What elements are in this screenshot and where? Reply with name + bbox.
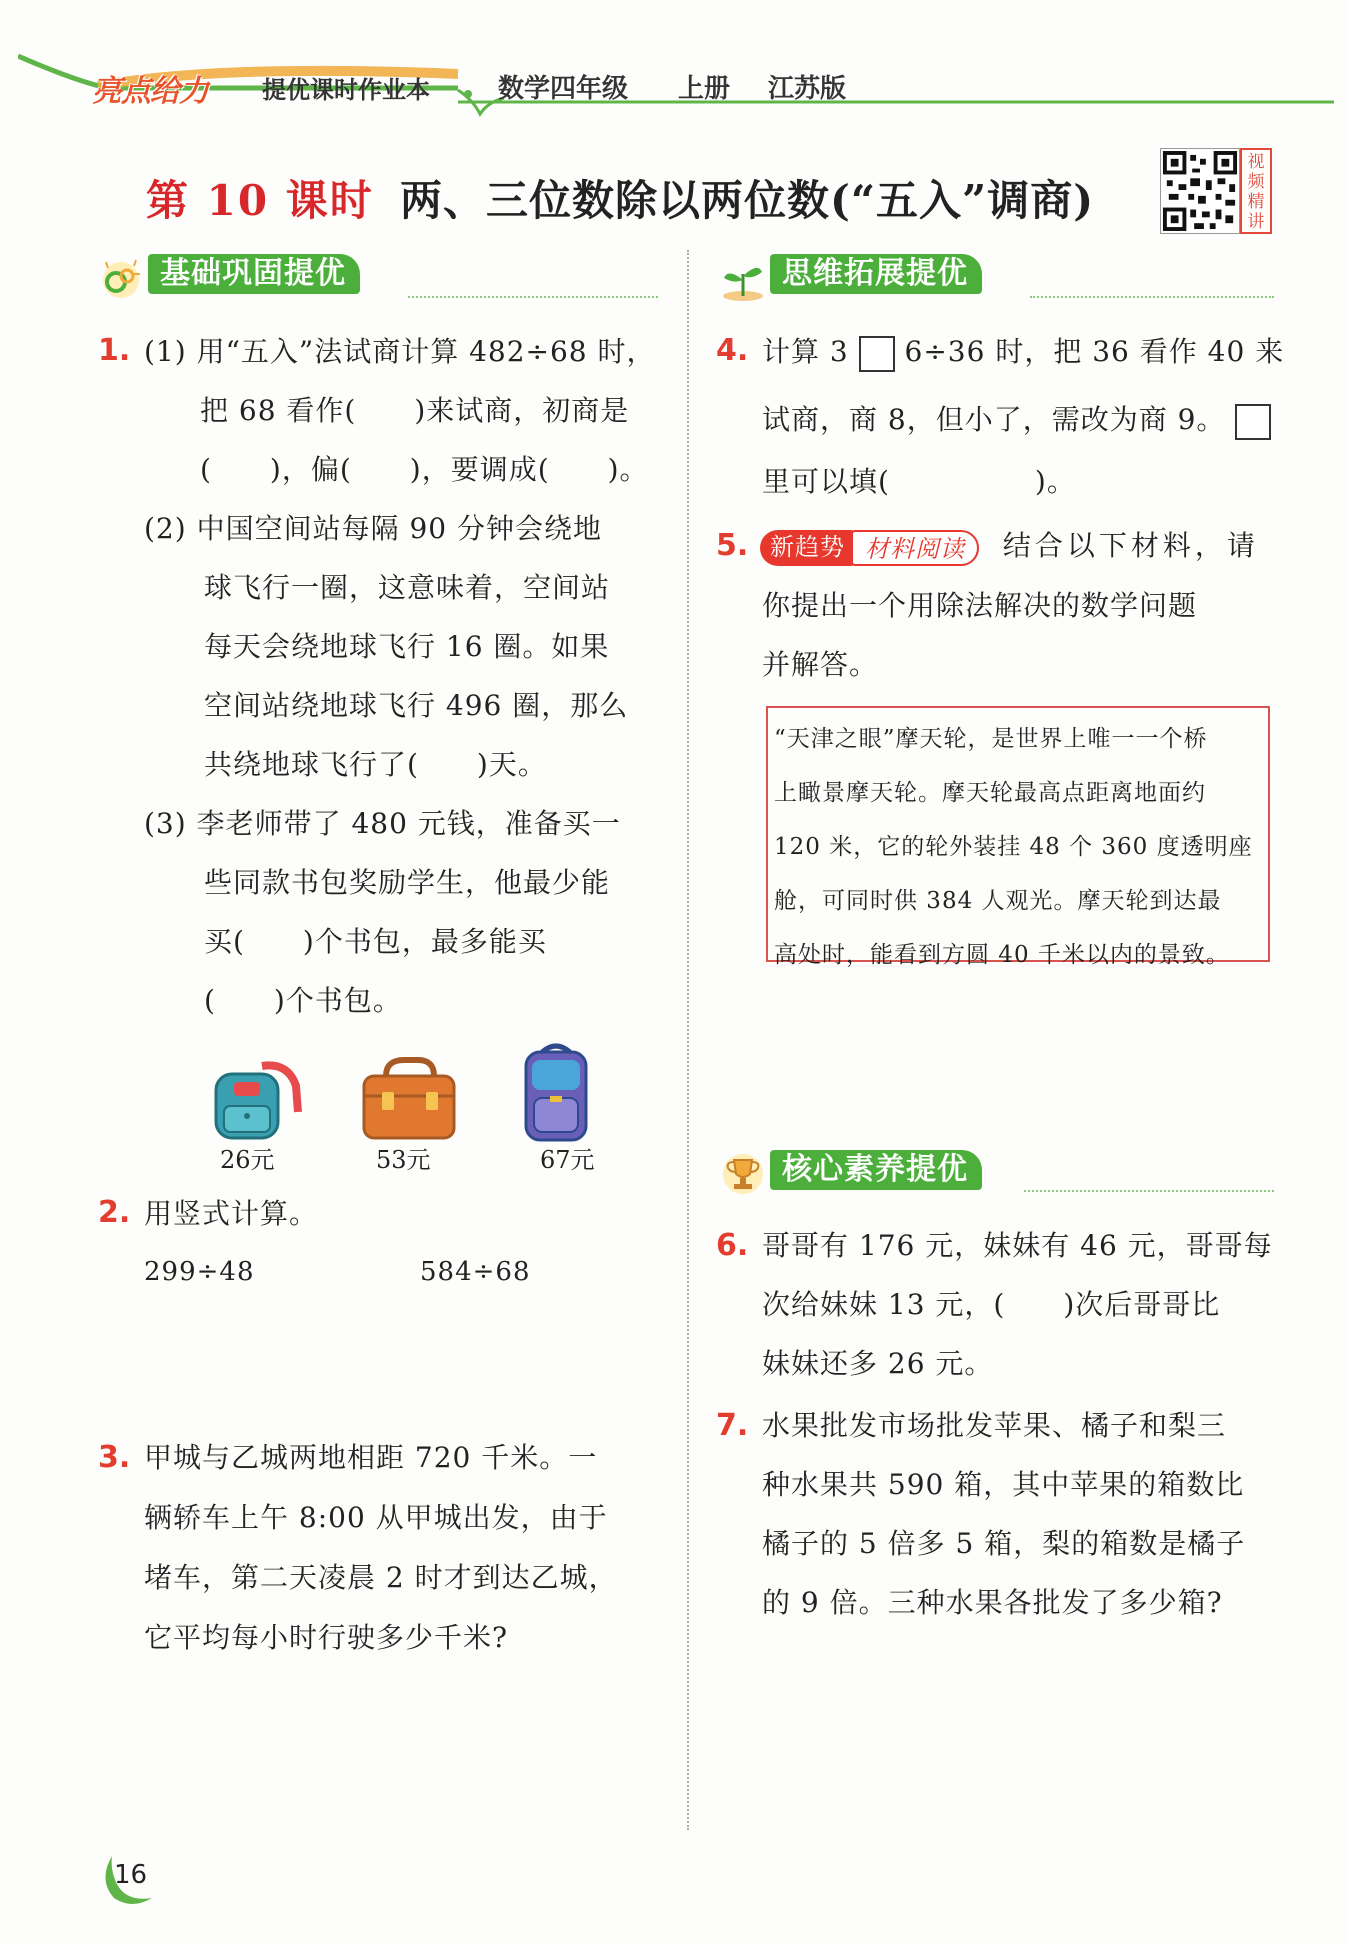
q7-number: 7.: [716, 1408, 749, 1443]
bag-price-1: 26元: [220, 1146, 275, 1174]
q4-digit-box[interactable]: [859, 336, 895, 372]
q6-number: 6.: [716, 1228, 749, 1263]
subject-grade: 数学四年级: [498, 74, 629, 104]
reading-material-box: [766, 706, 1270, 968]
q4-line-1a: 计算 3: [762, 335, 849, 368]
material-line-1: “天津之眼”摩天轮，是世界上唯一一个桥: [774, 726, 1208, 752]
q4-answer-box[interactable]: [1235, 404, 1271, 440]
bag-price-3: 67元: [540, 1146, 595, 1174]
q7-line-1: 水果批发市场批发苹果、橘子和梨三: [762, 1409, 1227, 1442]
series-name: 提优课时作业本: [262, 76, 430, 104]
new-trend-tag: 新趋势: [760, 530, 855, 566]
q1-part2-line1: (2) 中国空间站每隔 90 分钟会绕地: [144, 512, 602, 545]
q7-line-2: 种水果共 590 箱，其中苹果的箱数比: [762, 1468, 1245, 1501]
q6-line-3: 妹妹还多 26 元。: [762, 1347, 994, 1380]
q1-part3-line2: 些同款书包奖励学生，他最少能: [204, 866, 611, 899]
bag-price-2: 53元: [376, 1146, 431, 1174]
q2-expr-1: 299÷48: [144, 1257, 255, 1287]
volume-label: 上册: [678, 74, 731, 104]
q1-part2-line3: 每天会绕地球飞行 16 圈。如果: [204, 630, 610, 663]
q5-line-1: [760, 516, 1259, 575]
material-line-2: 上瞰景摩天轮。摩天轮最高点距离地面约: [774, 780, 1206, 806]
q6-line-2[interactable]: 次给妹妹 13 元，( )次后哥哥比: [762, 1288, 1221, 1321]
trophy-icon: [718, 1148, 768, 1198]
edition-label: 江苏版: [768, 74, 847, 104]
lesson-number: 第 10 课时: [146, 176, 374, 225]
section-divider: [408, 296, 658, 298]
brand-logo: 亮点给力: [92, 74, 208, 109]
q5-line-2: 你提出一个用除法解决的数学问题: [762, 589, 1198, 622]
q1-part3-line4[interactable]: ( )个书包。: [204, 984, 402, 1017]
backpack-purple-icon: [516, 1040, 596, 1146]
lesson-title: 两、三位数除以两位数(“五入”调商): [400, 176, 1095, 225]
q1-part2-line5[interactable]: 共绕地球飞行了( )天。: [204, 748, 547, 781]
column-divider: [687, 250, 689, 1830]
q1-part1-line2[interactable]: 把 68 看作( )来试商，初商是: [200, 394, 630, 427]
q1-number: 1.: [98, 333, 131, 368]
section-divider: [1024, 1190, 1274, 1192]
q4-line-2: [762, 390, 1271, 449]
qr-code-icon[interactable]: [1160, 148, 1240, 234]
page-number: 16: [114, 1860, 148, 1890]
q7-line-4: 的 9 倍。三种水果各批发了多少箱?: [762, 1586, 1223, 1619]
q1-part2-line4: 空间站绕地球飞行 496 圈，那么: [204, 689, 629, 722]
q2-text: 用竖式计算。: [144, 1197, 319, 1230]
sprout-icon: [718, 254, 768, 304]
backpack-teal-icon: [206, 1056, 306, 1146]
material-reading-tag: 材料阅读: [851, 530, 979, 566]
video-lecture-tag: 视频精讲: [1240, 148, 1272, 234]
q1-part3-line1: (3) 李老师带了 480 元钱，准备买一: [144, 807, 621, 840]
q5-line-3: 并解答。: [762, 648, 879, 681]
q5-line-1-text: 结合以下材料，请: [1002, 529, 1259, 562]
q3-line-4: 它平均每小时行驶多少千米?: [144, 1621, 509, 1654]
material-line-5: 高处时，能看到方圆 40 千米以内的景致。: [774, 942, 1230, 968]
q2-number: 2.: [98, 1195, 131, 1230]
q4-line-1b: 6÷36 时，把 36 看作 40 来: [904, 335, 1285, 368]
material-line-4: 舱，可同时供 384 人观光。摩天轮到达最: [774, 888, 1222, 914]
section-core: 核心素养提优: [770, 1150, 982, 1190]
section-basic: 基础巩固提优: [148, 254, 360, 294]
satchel-orange-icon: [356, 1056, 466, 1146]
q4-line-1: [762, 322, 1284, 381]
q4-line-3[interactable]: 里可以填( )。: [762, 465, 1076, 498]
q6-line-1: 哥哥有 176 元，妹妹有 46 元，哥哥每: [762, 1229, 1273, 1262]
q5-number: 5.: [716, 528, 749, 563]
q4-line-2-text: 试商，商 8，但小了，需改为商 9。: [762, 403, 1226, 436]
q3-line-2: 辆轿车上午 8:00 从甲城出发，由于: [144, 1501, 608, 1534]
q3-line-1: 甲城与乙城两地相距 720 千米。一: [144, 1441, 598, 1474]
q1-part2-line2: 球飞行一圈，这意味着，空间站: [204, 571, 611, 604]
q4-number: 4.: [716, 333, 749, 368]
q3-number: 3.: [98, 1440, 131, 1475]
q3-line-3: 堵车，第二天凌晨 2 时才到达乙城，: [144, 1561, 618, 1594]
q1-part3-line3[interactable]: 买( )个书包，最多能买: [204, 925, 547, 958]
q1-part1-line3[interactable]: ( )，偏( )，要调成( )。: [200, 453, 649, 486]
section-thinking: 思维拓展提优: [770, 254, 982, 294]
gear-sparkle-icon: [96, 254, 146, 304]
section-divider: [1030, 296, 1274, 298]
material-line-3: 120 米，它的轮外装挂 48 个 360 度透明座: [774, 834, 1253, 860]
q2-expr-2: 584÷68: [420, 1257, 531, 1287]
q7-line-3: 橘子的 5 倍多 5 箱，梨的箱数是橘子: [762, 1527, 1246, 1560]
q1-part1-line1: (1) 用“五入”法试商计算 482÷68 时，: [144, 335, 656, 368]
